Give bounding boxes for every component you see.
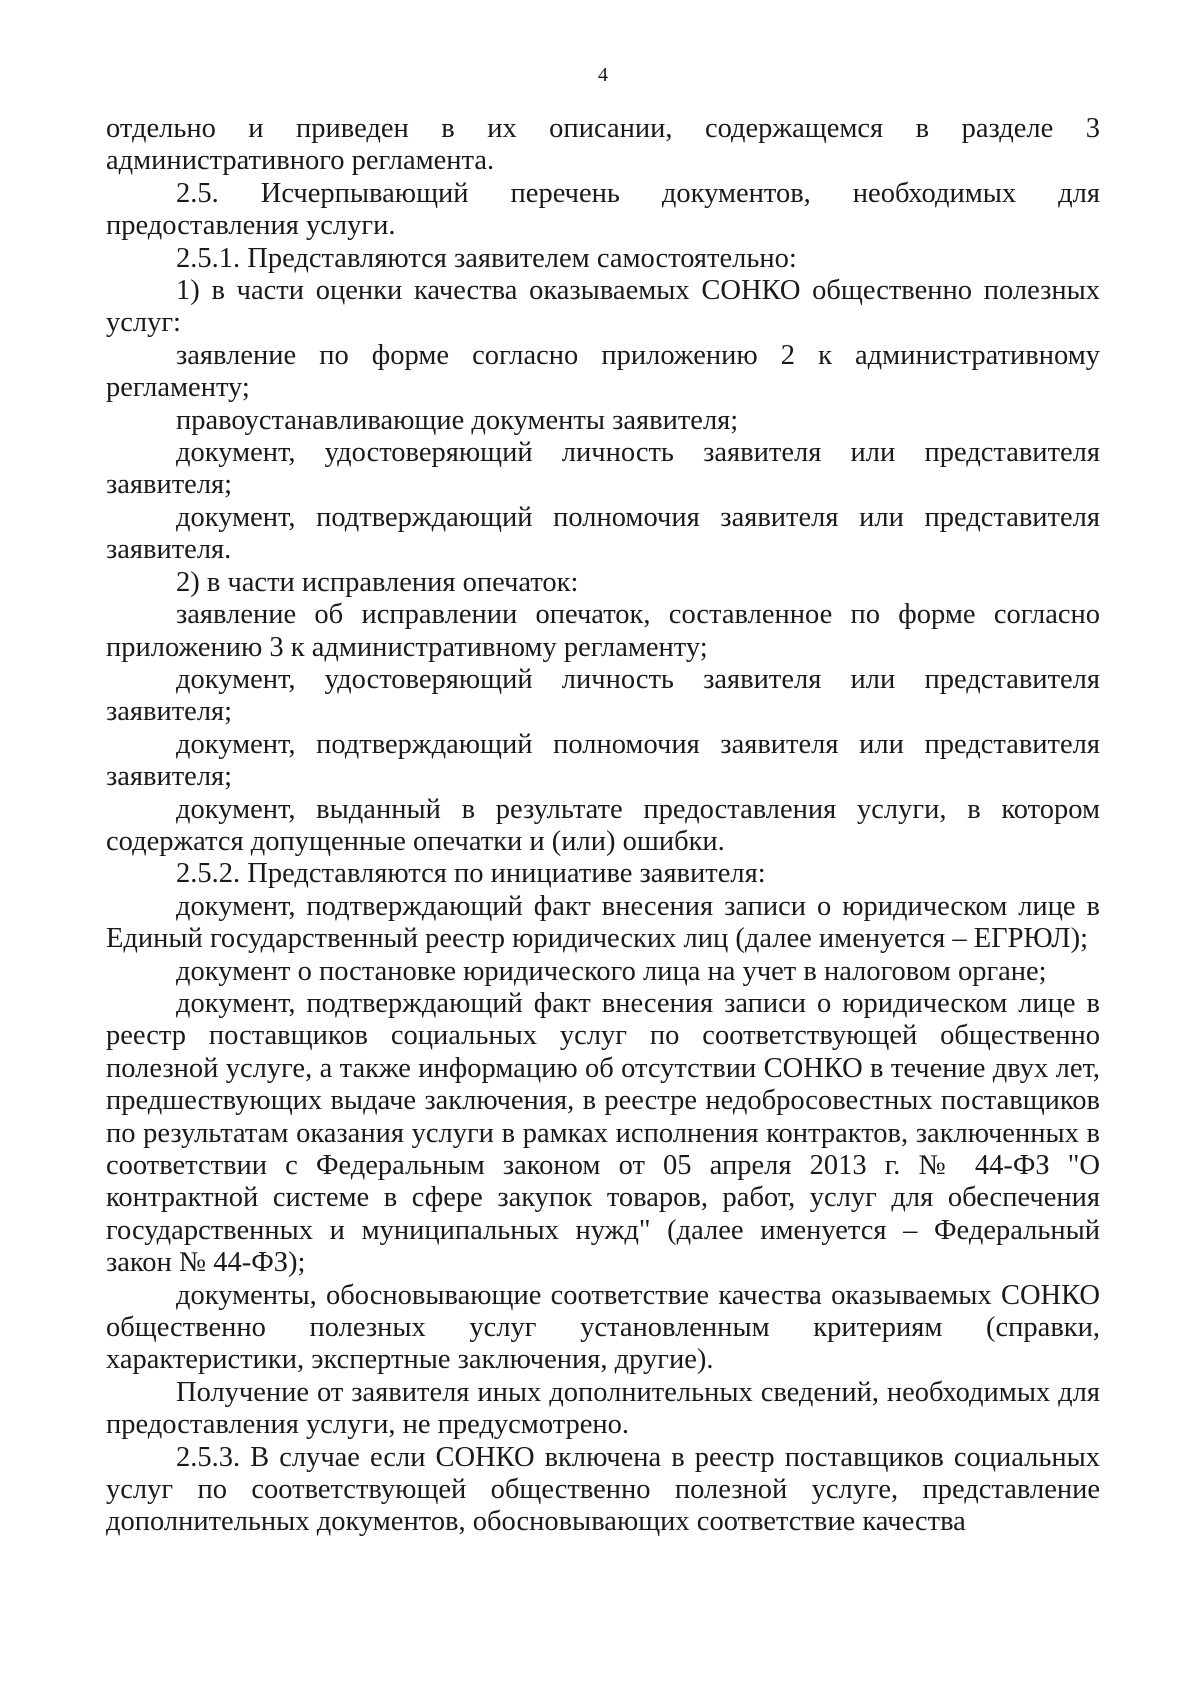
paragraph: Получение от заявителя иных дополнительных сведений, необходимых для предоставления услуги, не предусмотрено. [106, 1376, 1100, 1441]
subsection-heading: 2.5.2. Представляются по инициативе заявителя: [176, 858, 766, 890]
paragraph: документ, удостоверяющий личность заявителя или представителя заявителя; [106, 437, 1100, 501]
section-heading: 2.5. Исчерпывающий перечень документов, необходимых для предоставления услуги. [106, 177, 1100, 242]
paragraph: документы, обосновывающие соответствие качества оказываемых СОНКО общественно полезных услуг установленным критериям (справки, характеристики, экспертные заключения, другие). [106, 1279, 1100, 1376]
paragraph: документ, подтверждающий факт внесения записи о юридическом лице в Единый государственный реестр юридических лиц (далее именуется – ЕГРЮЛ); [106, 890, 1100, 955]
document-body [106, 113, 1100, 1539]
paragraph: заявление об исправлении опечаток, составленное по форме согласно приложению 3 к административному регламенту; [106, 599, 1100, 663]
paragraph: документ о постановке юридического лица на учет в налоговом органе; [176, 955, 1047, 987]
subsection-paragraph: 2.5.3. В случае если СОНКО включена в реестр поставщиков социальных услуг по соответствующей общественно полезной услуге, представление дополнительных документов, обосновывающих соответствие качества [106, 1441, 1100, 1538]
paragraph: документ, удостоверяющий личность заявителя или представителя заявителя; [106, 663, 1100, 728]
paragraph: документ, подтверждающий полномочия заявителя или представителя заявителя; [106, 728, 1100, 793]
list-item: 2) в части исправления опечаток: [176, 566, 579, 598]
paragraph: правоустанавливающие документы заявителя; [176, 404, 739, 436]
paragraph: документ, подтверждающий полномочия заявителя или представителя заявителя. [106, 501, 1100, 566]
paragraph: документ, выданный в результате предоставления услуги, в котором содержатся допущенные опечатки и (или) ошибки. [106, 793, 1100, 857]
list-item: 1) в части оценки качества оказываемых СОНКО общественно полезных услуг: [106, 275, 1100, 339]
paragraph: отдельно и приведен в их описании, содержащемся в разделе 3 административного регламента. [106, 113, 1100, 177]
paragraph: заявление по форме согласно приложению 2 к административному регламенту; [106, 339, 1100, 404]
subsection-heading: 2.5.1. Представляются заявителем самостоятельно: [176, 242, 797, 274]
paragraph: документ, подтверждающий факт внесения записи о юридическом лице в реестр поставщиков социальных услуг по соответствующей общественно полезной услуге, а также информацию об отсутствии СОНКО в течение двух лет, предшествующих выдаче заключения, в реестре недобросовестных поставщиков по результатам оказания услуги в рамках исполнения контрактов, заключенных в соответствии с Федеральным законом от 05 апреля 2013 г. № 44-ФЗ "О контрактной системе в сфере закупок товаров, работ, услуг для обеспечения государственных и муниципальных нужд" (далее именуется – Федеральный закон № 44-ФЗ); [106, 987, 1100, 1279]
page-number: 4 [598, 64, 608, 86]
